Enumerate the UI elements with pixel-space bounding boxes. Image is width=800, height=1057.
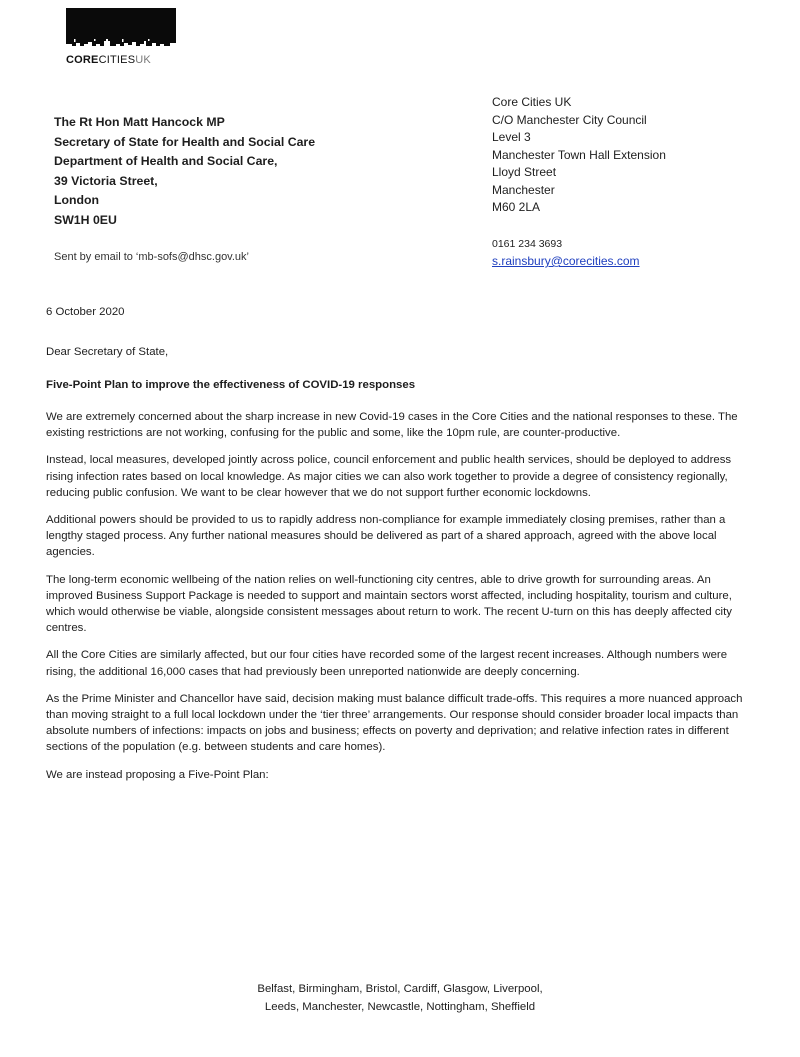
recipient-line: SW1H 0EU: [54, 212, 117, 227]
body-paragraph: We are instead proposing a Five-Point Plan:: [46, 768, 269, 781]
recipient-line: 39 Victoria Street,: [54, 173, 158, 188]
sender-phone: 0161 234 3693: [492, 238, 563, 250]
letter-date: 6 October 2020: [46, 306, 125, 318]
footer-line: Belfast, Birmingham, Bristol, Cardiff, Glasgow, Liverpool,: [257, 983, 543, 995]
recipient-name: The Rt Hon Matt Hancock MP: [54, 115, 225, 129]
sender-line: Level 3: [492, 130, 531, 144]
body-paragraph: As the Prime Minister and Chancellor have said, decision making must balance difficult trade-offs. This requires a more nuanced approach than moving straight to a full local lockdown under the ‘tier three’ arrangements. Our response should consider broader local impacts than absolute numbers of infections: impacts on jobs and business; effects on poverty and deprivation; and relative infection rates in different sections of the population (e.g. between students and care homes).: [46, 692, 743, 754]
recipient-line: Secretary of State for Health and Social Care: [54, 134, 316, 149]
sender-email-link[interactable]: s.rainsbury@corecities.com: [492, 254, 640, 268]
letter-salutation: Dear Secretary of State,: [46, 346, 169, 358]
recipient-address: [54, 113, 315, 230]
sender-line: Core Cities UK: [492, 95, 572, 109]
body-paragraph: All the Core Cities are similarly affected, but our four cities have recorded some of the largest recent increases. Although numbers were rising, the additional 16,000 cases that had previously been unreported nationwide are deeply concerning.: [46, 649, 728, 678]
recipient-line: Department of Health and Social Care,: [54, 154, 278, 168]
city-skyline-icon: [66, 8, 176, 52]
body-paragraph: Instead, local measures, developed jointly across police, council enforcement and public health services, should be deployed to address rising infection rates based on local knowledge. As major cities we can also work together to provide a degree of consistency regionally, reducing public confusion. We want to be clear however that we do not support further economic lockdowns.: [46, 454, 732, 499]
body-paragraph: We are extremely concerned about the sharp increase in new Covid-19 cases in the Core Cities and the national responses to these. The existing restrictions are not working, confusing for the public and some, like the 10pm rule, are counter-productive.: [46, 411, 738, 440]
sender-line: C/O Manchester City Council: [492, 112, 647, 127]
sender-line: M60 2LA: [492, 200, 541, 214]
body-paragraph: The long-term economic wellbeing of the nation relies on well-functioning city centres, able to drive growth for surrounding areas. An improved Business Support Package is needed to support and maintain sectors worst affected, including hospitality, tourism and culture, which would otherwise be viable, alongside consistent messages about return to work. The recent U-turn on this has deeply affected city centres.: [46, 573, 732, 635]
logo-wordmark: CORECITIESUK: [66, 54, 151, 66]
body-paragraph: Additional powers should be provided to us to rapidly address non-compliance for example immediately closing premises, rather than a lengthy staged process. Any further national measures should be delivered as part of a shared approach, agreed with the above local agencies.: [46, 514, 726, 559]
letter-body: [46, 409, 746, 794]
sender-line: Manchester Town Hall Extension: [492, 147, 666, 162]
sender-line: Manchester: [492, 182, 555, 197]
member-cities-footer: [0, 980, 800, 1016]
core-cities-logo: [66, 8, 176, 66]
footer-line: Leeds, Manchester, Newcastle, Nottingham, Sheffield: [264, 1001, 536, 1013]
letter-subject: Five-Point Plan to improve the effectiveness of COVID-19 responses: [46, 379, 416, 391]
sender-line: Lloyd Street: [492, 165, 557, 179]
sender-address: [492, 94, 666, 217]
recipient-line: London: [54, 193, 100, 207]
sent-by-email-note: Sent by email to ‘mb-sofs@dhsc.gov.uk’: [54, 251, 249, 263]
